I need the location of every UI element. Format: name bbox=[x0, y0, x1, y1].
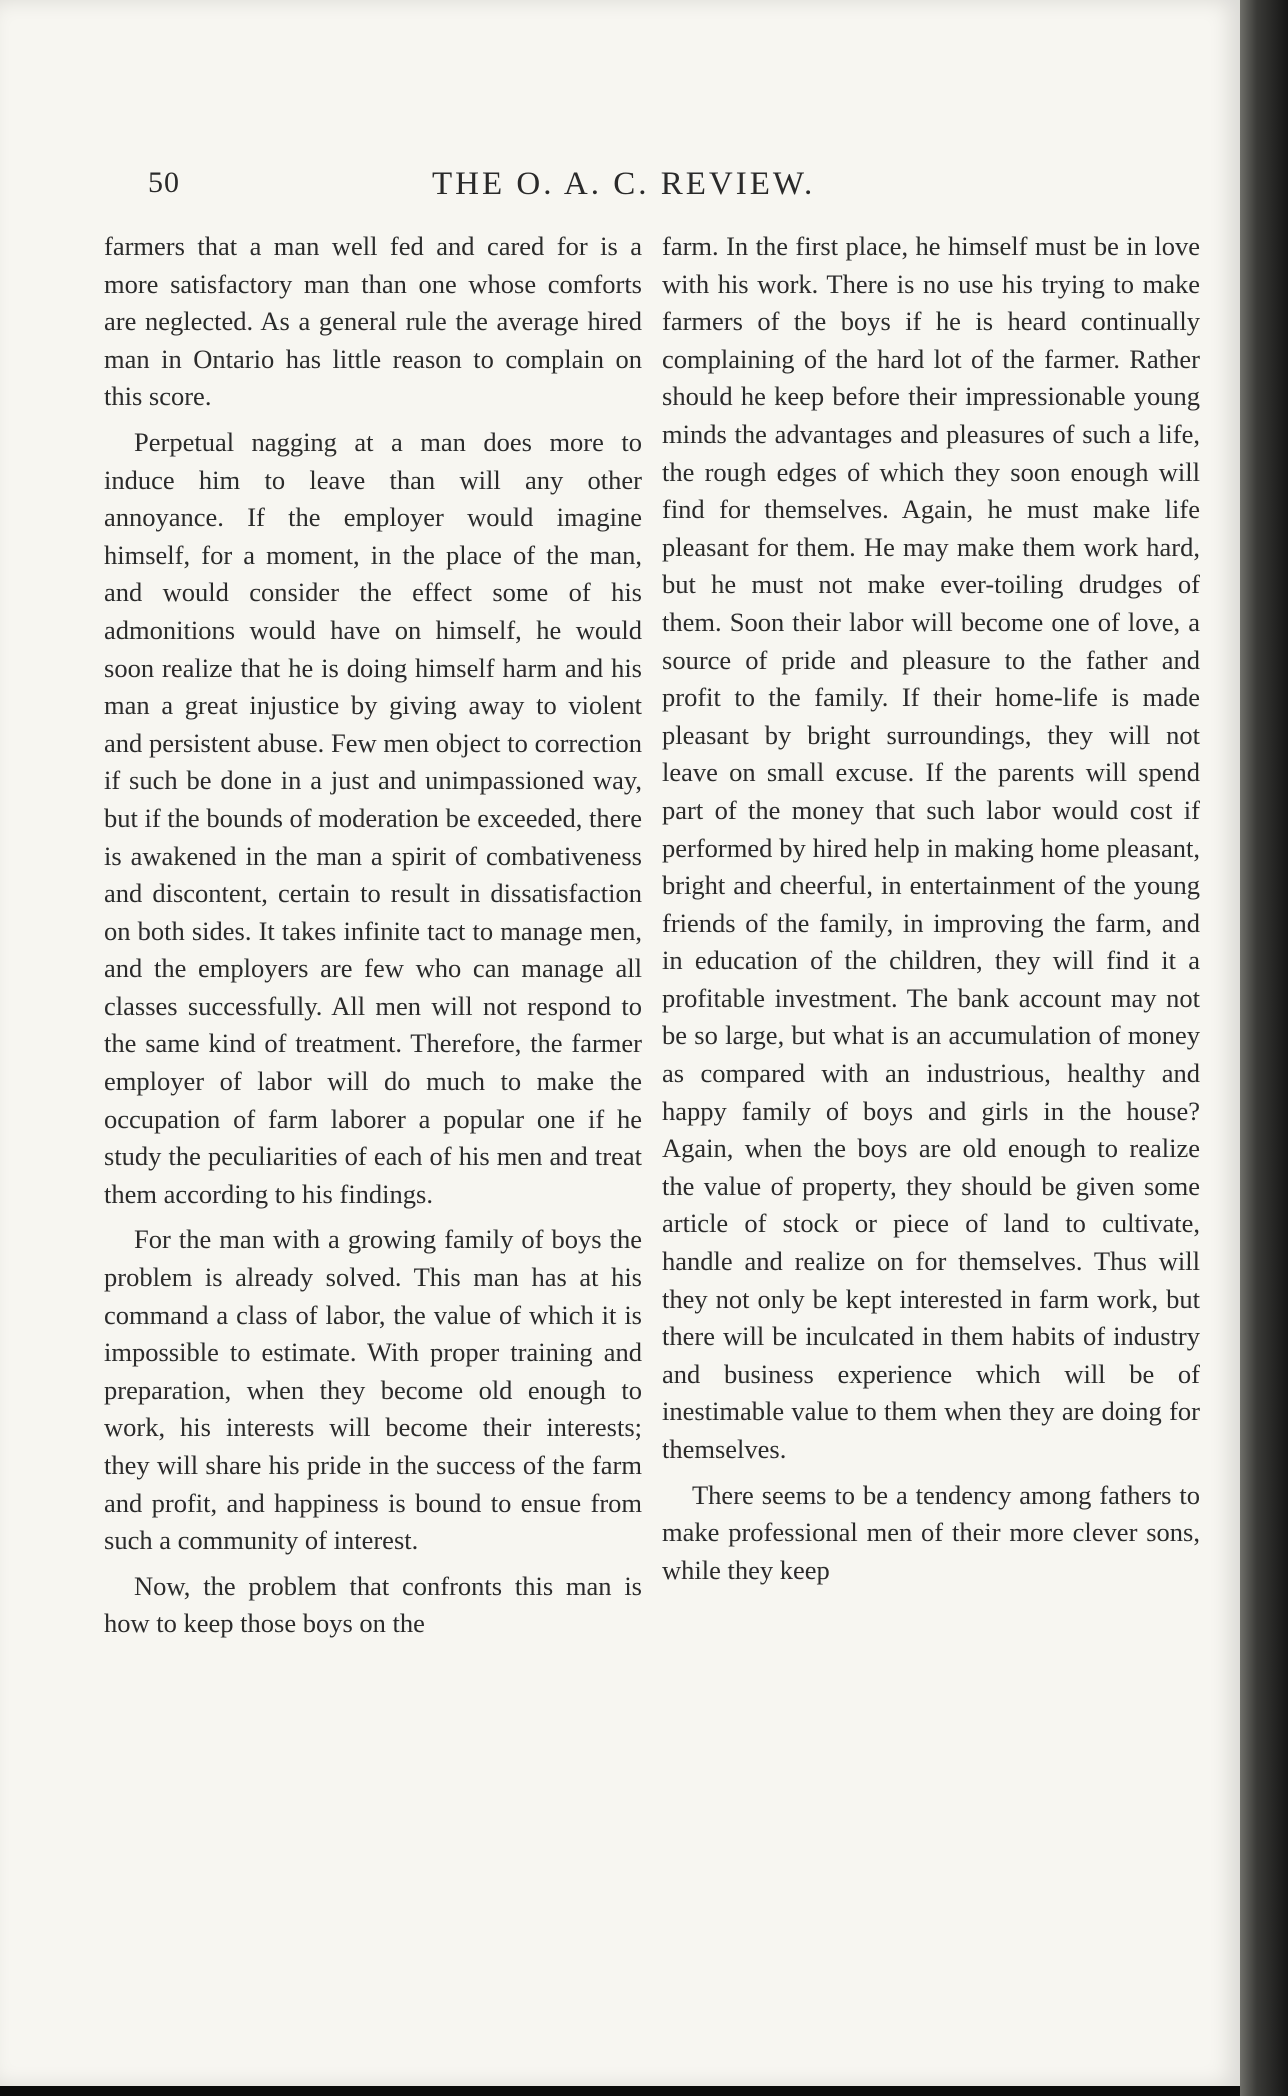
paragraph: There seems to be a tendency among fathers to make professional men of their more clever sons, while they keep bbox=[662, 1479, 1200, 1585]
right-column bbox=[662, 228, 1200, 1597]
page-header bbox=[148, 166, 1188, 210]
paragraph: For the man with a growing family of boys the problem is already solved. This man has at his command a class of labor, the value of which it is impossible to estimate. With proper training and preparation, when they become old enough to work, his interests will become their interests; they will share his pride in the success of the farm and profit, and happiness is bound to ensue from such a community of interest. bbox=[104, 1224, 642, 1556]
left-column bbox=[104, 228, 642, 1651]
page-number: 50 bbox=[148, 166, 180, 199]
book-edge-shadow bbox=[1240, 0, 1288, 2096]
paragraph: Perpetual nagging at a man does more to induce him to leave than will any other annoyance. If the employer would imagine himself, for a moment, in the place of the man, and would consider the effect some of his admonitions would have on himself, he would soon realize that he is doing himself harm and his man a great injustice by giving away to violent and persistent abuse. Few men object to correction if such be done in a just and unimpassioned way, but if the bounds of moderation be exceeded, there is awakened in the man a spirit of combativeness and discontent, certain to result in dissatisfaction on both sides. It takes infinite tact to manage men, and the employers are few who can manage all classes successfully. All men will not respond to the same kind of treatment. Therefore, the farmer employer of labor will do much to make the occupation of farm laborer a popular one if he study the peculiarities of each of his men and treat them according to his findings. bbox=[104, 426, 642, 1209]
paragraph: farmers that a man well fed and cared for is a more satisfactory man than one whose comforts are neglected. As a general rule the average hired man in Ontario has little reason to complain on this score. bbox=[104, 231, 642, 412]
paragraph: farm. In the first place, he himself must be in love with his work. There is no use his trying to make farmers of the boys if he is heard continually complaining of the hard lot of the farmer. Rather should he keep before their impressionable young minds the advantages and pleasures of such a life, the rough edges of which they soon enough will find for themselves. Again, he must make life pleasant for them. He may make them work hard, but he must not make ever-toiling drudges of them. Soon their labor will become one of love, a source of pride and pleasure to the father and profit to the family. If their home-life is made pleasant by bright surroundings, they will not leave on small excuse. If the parents will spend part of the money that such labor would cost if performed by hired help in making home pleasant, bright and cheerful, in entertainment of the young friends of the family, in improving the farm, and in education of the children, they will find it a profitable investment. The bank account may not be so large, but what is an accumulation of money as compared with an industrious, healthy and happy family of boys and girls in the house? Again, when the boys are old enough to realize the value of property, they should be given some article of stock or piece of land to cultivate, handle and realize on for themselves. Thus will they not only be kept interested in farm work, but there will be inculcated in them habits of industry and business experience which will be of inestimable value to them when they are doing for themselves. bbox=[662, 231, 1200, 1464]
paragraph: Now, the problem that confronts this man is how to keep those boys on the bbox=[104, 1570, 642, 1639]
journal-title: THE O. A. C. REVIEW. bbox=[432, 166, 816, 202]
